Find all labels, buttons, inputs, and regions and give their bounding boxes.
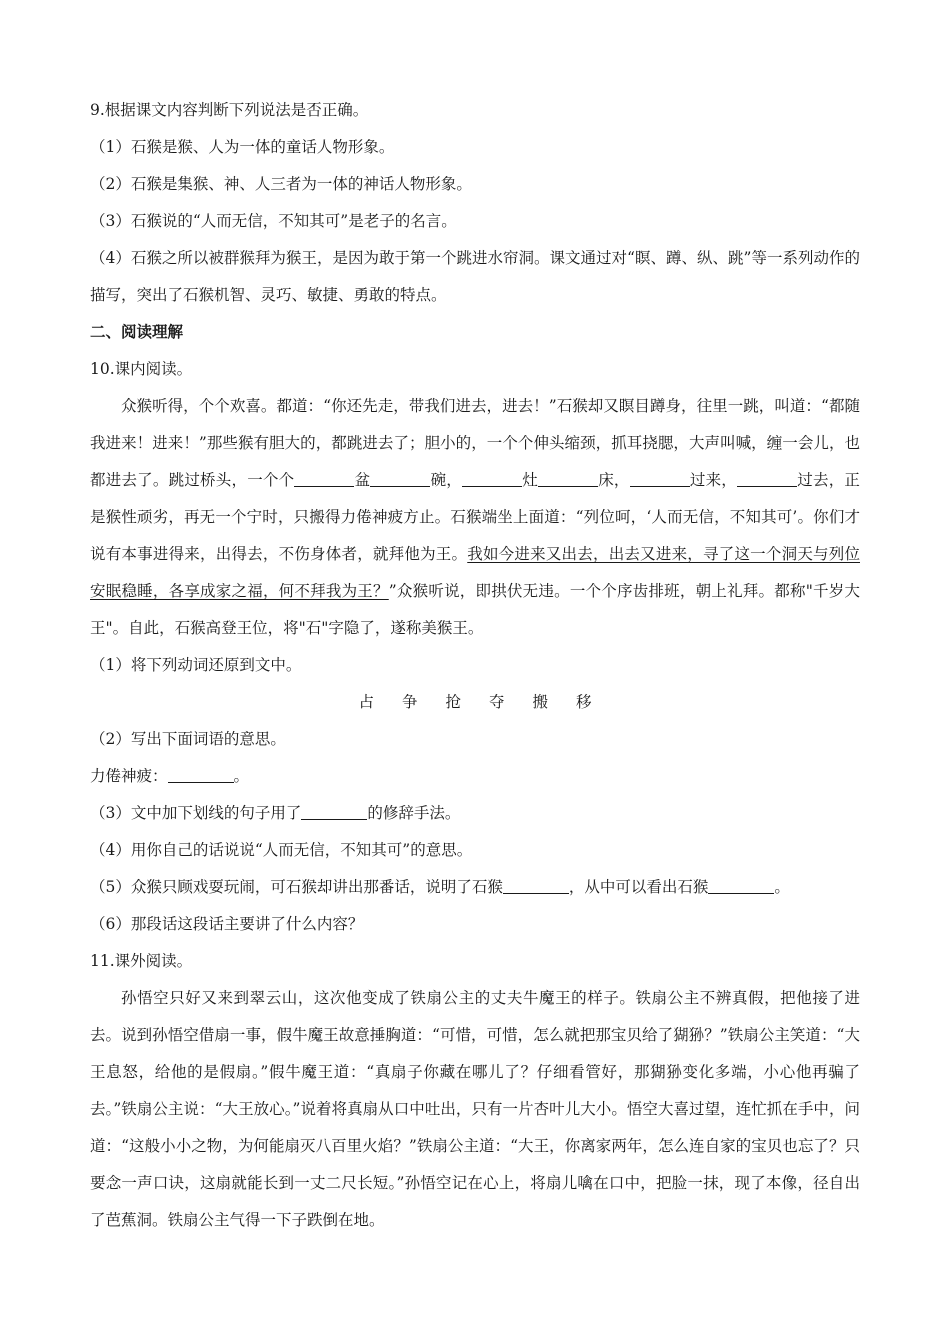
q10-sub2-word: 力倦神疲：	[90, 767, 168, 785]
fill-blank-3[interactable]	[462, 471, 522, 488]
q10-sub2-end: 。	[233, 767, 250, 785]
q9-title: 9.根据课文内容判断下列说法是否正确。	[90, 101, 369, 119]
fill-blank-4[interactable]	[538, 471, 598, 488]
fill-blank-rhetoric[interactable]	[301, 804, 367, 821]
q10-sub2: （2）写出下面词语的意思。	[90, 730, 286, 748]
q10-fill-text-4: 床，	[597, 471, 630, 489]
fill-blank-5[interactable]	[630, 471, 690, 488]
q10-fill-text-2: 碗，	[430, 471, 463, 489]
verb-1: 占	[358, 693, 374, 711]
fill-blank-meaning[interactable]	[168, 767, 234, 784]
verb-5: 搬	[532, 693, 549, 711]
q11-title: 11.课外阅读。	[90, 952, 193, 970]
worksheet-page	[90, 92, 860, 1239]
q9-item-2: （2）石猴是集猴、神、人三者为一体的神话人物形象。	[90, 175, 472, 193]
q10-sub5	[90, 869, 860, 906]
q9-item-4: （4）石猴之所以被群猴拜为猴王，是因为敢于第一个跳进水帘洞。课文通过对“瞑、蹲、纵、跳”等一系列动作的描写，突出了石猴机智、灵巧、敏捷、勇敢的特点。	[90, 249, 860, 304]
q10-passage-part3: ”众猴听说，即拱伏无违。一个个序齿排班，朝上礼拜。都称"千岁大王"。自此，石猴高登王位，将"石"字隐了，遂称美猴王。	[90, 582, 860, 637]
verb-2: 争	[401, 693, 418, 711]
verb-3: 抢	[445, 693, 461, 711]
q10-sub6: （6）那段话这段话主要讲了什么内容？	[90, 915, 364, 933]
q10-passage-part1: 众猴听得，个个欢喜。都道：“你还先走，带我们进去，进去！”石猴却又瞑目蹲身，往里一跳，叫道：“都随我进来！进来！”那些猴有胆大的，都跳进去了；胆小的，一个个伸头缩颈，抓耳挠腮，大声叫喊，缠一会儿，也都进去了。跳过桥头，一个个	[90, 397, 860, 489]
q10-sub3	[90, 795, 860, 832]
verb-4: 夺	[489, 693, 505, 711]
q10-sub3-a: （3）文中加下划线的句子用了	[90, 804, 302, 822]
q10-passage-part2: 过去，正是猴性顽劣，再无一个宁时，只搬得力倦神疲方止。石猴端坐上面道：“列位呵，‘人而无信，不知其可’。你们才说有本事进得来，出得去，不伤身体者，就拜他为王。	[90, 471, 860, 563]
q10-fill-text-3: 灶	[522, 471, 538, 489]
q10-sub5-a: （5）众猴只顾戏耍玩闹，可石猴却讲出那番话，说明了石猴	[90, 878, 503, 896]
q10-sub2-answer-line	[90, 758, 860, 795]
q10-sub3-b: 的修辞手法。	[367, 804, 461, 822]
verb-list	[90, 684, 860, 721]
section-heading-reading: 二、阅读理解	[90, 323, 184, 341]
q10-fill-text-1: 盆	[354, 471, 371, 489]
fill-blank-6[interactable]	[737, 471, 797, 488]
q10-fill-text-5: 过来，	[689, 471, 738, 489]
q10-passage	[90, 388, 860, 647]
q11-passage: 孙悟空只好又来到翠云山，这次他变成了铁扇公主的丈夫牛魔王的样子。铁扇公主不辨真假，把他接了进去。说到孙悟空借扇一事，假牛魔王故意捶胸道：“可惜，可惜，怎么就把那宝贝给了猢狲？”铁扇公主笑道：“大王息怒，给他的是假扇。”假牛魔王道：“真扇子你藏在哪儿了？仔细看管好，那猢狲变化多端，小心他再骗了去。”铁扇公主说：“大王放心。”说着将真扇从口中吐出，只有一片杏叶儿大小。悟空大喜过望，连忙抓在手中，问道：“这般小小之物，为何能扇灭八百里火焰？”铁扇公主道：“大王，你离家两年，怎么连自家的宝贝也忘了？只要念一声口诀，这扇就能长到一丈二尺长短。”孙悟空记在心上，将扇儿噙在口中，把脸一抹，现了本像，径自出了芭蕉洞。铁扇公主气得一下子跌倒在地。	[90, 989, 860, 1229]
q10-sub1: （1）将下列动词还原到文中。	[90, 656, 302, 674]
fill-blank-1[interactable]	[294, 471, 354, 488]
fill-blank-sub5-2[interactable]	[708, 878, 774, 895]
q10-sub4: （4）用你自己的话说说“人而无信，不知其可”的意思。	[90, 841, 473, 859]
q10-title: 10.课内阅读。	[90, 360, 193, 378]
q10-sub5-c: 。	[774, 878, 790, 896]
q10-underlined-sentence: 我如今进来又出去，出去又进来，寻了这一个洞天与列位安眠稳睡，各享成家之福，何不拜我为王？	[90, 545, 860, 600]
q9-item-3: （3）石猴说的“人而无信，不知其可”是老子的名言。	[90, 212, 457, 230]
verb-6: 移	[576, 693, 592, 711]
fill-blank-sub5-1[interactable]	[503, 878, 569, 895]
q9-item-1: （1）石猴是猴、人为一体的童话人物形象。	[90, 138, 395, 156]
fill-blank-2[interactable]	[370, 471, 430, 488]
q10-sub5-b: ，从中可以看出石猴	[568, 878, 709, 896]
